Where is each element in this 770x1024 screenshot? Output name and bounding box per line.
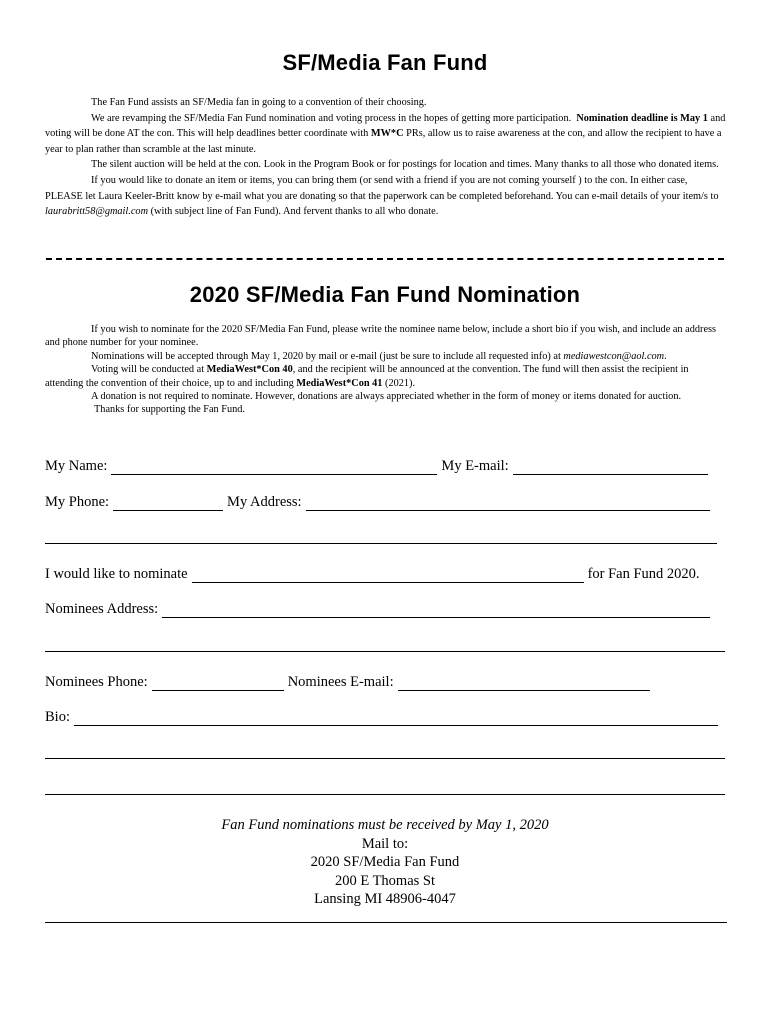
my-name-row (45, 458, 725, 475)
nominate-label: I would like to nominate (45, 566, 188, 582)
nominees-address-line-2[interactable] (45, 651, 725, 652)
nominees-address-row (45, 601, 725, 618)
intro-paragraph-4: If you would like to donate an item or items, you can bring them (or send with a friend if you are not coming yourself ) to the con. In either case, PLEASE let Laura Keeler-Britt know by e-mail what you are donating so that the paperwork can be completed beforehand. You can e-mail details of your item/s to laurabritt58@gmail.com (with subject line of Fan Fund). And fervent thanks to all who donate. (45, 174, 719, 218)
nomination-paragraph-5: Thanks for supporting the Fan Fund. (94, 404, 246, 416)
nomination-email-link[interactable]: mediawestcon@aol.com (563, 350, 665, 362)
nominees-email-label: Nominees E-mail: (287, 674, 394, 690)
bottom-rule (45, 922, 727, 923)
nominate-row (45, 566, 725, 583)
my-address-line-2[interactable] (45, 543, 717, 544)
nominees-address-label: Nominees Address: (45, 601, 159, 617)
bio-line-3[interactable] (45, 794, 725, 795)
nominees-phone-field[interactable] (152, 676, 284, 691)
my-phone-label: My Phone: (45, 494, 110, 510)
my-address-field[interactable] (306, 496, 710, 511)
bio-line-2[interactable] (45, 758, 725, 759)
nominees-contact-row (45, 674, 725, 691)
intro-paragraph-3: The silent auction will be held at the con. Look in the Program Book or for postings for location and times. Many thanks to all those who donated items. (91, 159, 719, 171)
mailing-footer (0, 816, 770, 909)
my-phone-field[interactable] (113, 496, 223, 511)
my-name-label: My Name: (45, 458, 108, 474)
dashed-divider (46, 258, 724, 260)
donation-email-link[interactable]: laurabritt58@gmail.com (45, 206, 149, 218)
nominees-phone-label: Nominees Phone: (45, 674, 148, 690)
my-name-field[interactable] (111, 460, 437, 475)
mwc40-bold: MediaWest*Con 40 (206, 364, 293, 376)
nominees-email-field[interactable] (398, 676, 650, 691)
intro-paragraph-1: The Fan Fund assists an SF/Media fan in going to a convention of their choosing. (91, 97, 427, 108)
bio-label: Bio: (45, 709, 70, 725)
address-line-3: Lansing MI 48906-4047 (314, 891, 456, 907)
mwc41-bold: MediaWest*Con 41 (296, 377, 383, 389)
address-line-1: 2020 SF/Media Fan Fund (310, 854, 460, 870)
deadline-bold: Nomination deadline is May 1 (576, 112, 708, 124)
address-line-2: 200 E Thomas St (334, 872, 436, 889)
page-title: SF/Media Fan Fund (282, 50, 488, 75)
nomination-title: 2020 SF/Media Fan Fund Nomination (189, 282, 581, 307)
nomination-paragraph-2: Nominations will be accepted through May 1, 2020 by mail or e-mail (just be sure to include all requested info) at mediawestcon@aol.com. (91, 350, 667, 362)
my-address-label: My Address: (227, 494, 302, 510)
mwc-bold: MW*C (370, 128, 404, 140)
nomination-paragraph-1: If you wish to nominate for the 2020 SF/Media Fan Fund, please write the nominee name below, include a short bio if you wish, and include an address and phone number for your nominee. (45, 324, 717, 349)
for-fund-label: for Fan Fund 2020. (587, 566, 700, 582)
nominees-address-field[interactable] (162, 603, 710, 618)
bio-row (45, 709, 725, 726)
nominee-name-field[interactable] (192, 568, 584, 583)
nomination-section (45, 323, 727, 417)
nomination-paragraph-4: A donation is not required to nominate. However, donations are always appreciated whether in the form of money or items donated for auction. (91, 391, 682, 403)
nomination-paragraph-3: Voting will be conducted at MediaWest*Con 40, and the recipient will be announced at the convention. The fund will then assist the recipient in attending the convention of their choice, up to and including MediaWest*Con 41 (2021). (45, 364, 689, 389)
intro-paragraph-2: We are revamping the SF/Media Fan Fund nomination and voting process in the hopes of getting more participation. Nomination deadline is May 1 and voting will be done AT the con. This will help deadlines better coordinate with MW*C PRs, allow us to raise awareness at the con, and allow the recipient to have a year to plan rather than scramble at the last minute. (45, 112, 726, 155)
my-email-field[interactable] (513, 460, 708, 475)
deadline-notice: Fan Fund nominations must be received by May 1, 2020 (221, 817, 549, 833)
intro-section (45, 95, 727, 220)
my-email-label: My E-mail: (441, 458, 509, 474)
bio-field[interactable] (74, 711, 718, 726)
mail-to-label: Mail to: (361, 835, 409, 852)
my-phone-row (45, 494, 725, 511)
